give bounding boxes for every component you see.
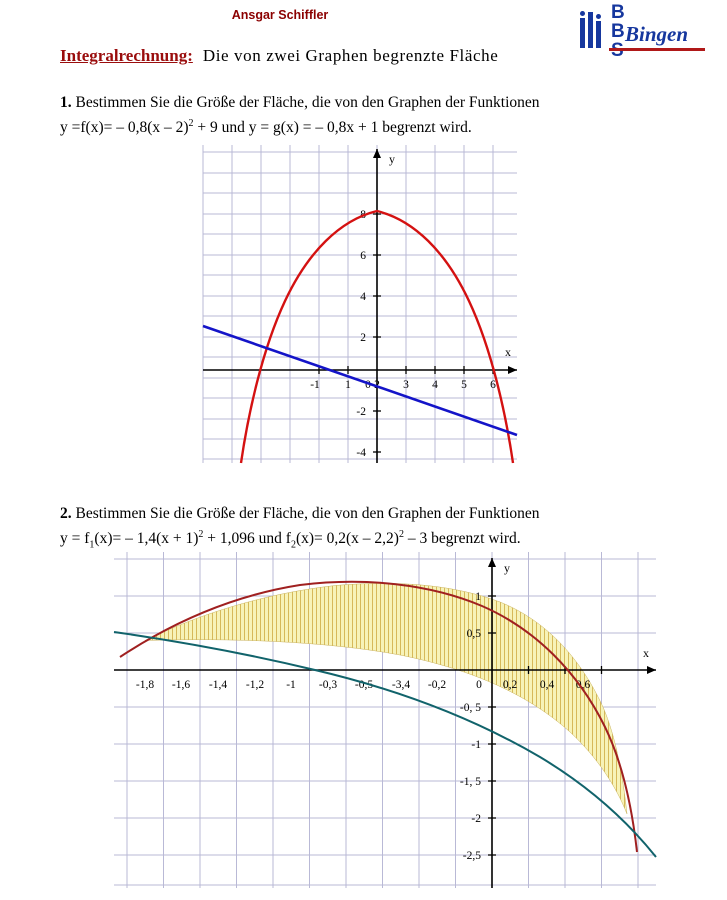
task-1-exponent: 2: [188, 118, 194, 129]
task-1-number: 1.: [60, 94, 72, 111]
graph-2-svg: [100, 552, 670, 892]
svg-text:-1,8: -1,8: [135, 679, 155, 691]
svg-text:6: 6: [360, 250, 366, 262]
graph-1-svg: [200, 145, 530, 470]
svg-text:1: 1: [345, 379, 351, 391]
svg-text:-2: -2: [356, 406, 366, 418]
task-2-line2-e: – 3 begrenzt wird.: [403, 530, 521, 548]
task-2-sub-1: 1: [89, 539, 95, 551]
task-2-line2-a: y = f: [60, 530, 90, 548]
task-2-exp-2: 2: [398, 529, 404, 540]
page-title: [60, 46, 498, 66]
svg-text:-0,5: -0,5: [354, 679, 374, 691]
logo-letters: [611, 3, 625, 60]
svg-text:-1, 5: -1, 5: [459, 776, 481, 788]
svg-text:-1,6: -1,6: [171, 679, 191, 691]
logo-letter-2: B: [611, 21, 625, 42]
task-1-line2-a: y =f(x)= – 0,8(x – 2): [60, 119, 189, 137]
svg-text:5: 5: [461, 379, 467, 391]
page-title-rest: Die von zwei Graphen begrenzte Fläche: [202, 46, 499, 65]
svg-text:-1,2: -1,2: [245, 679, 265, 691]
svg-text:0,6: 0,6: [575, 679, 591, 691]
task-2-line2-b: (x)= – 1,4(x + 1): [94, 530, 199, 548]
svg-text:6: 6: [490, 379, 496, 391]
logo-letter-1: B: [611, 2, 625, 23]
svg-text:0,2: 0,2: [502, 679, 518, 691]
svg-text:x: x: [505, 345, 511, 359]
task-2-line2-c: + 1,096 und f: [203, 530, 291, 548]
svg-text:-1: -1: [286, 679, 296, 691]
task-2: [60, 503, 700, 555]
task-1: [60, 92, 700, 138]
bbs-bingen-logo: [577, 4, 709, 66]
svg-text:x: x: [643, 646, 649, 660]
svg-text:-1: -1: [310, 379, 320, 391]
svg-text:4: 4: [360, 291, 366, 303]
svg-text:1: 1: [475, 591, 481, 603]
svg-text:2: 2: [360, 332, 366, 344]
svg-text:8: 8: [360, 209, 366, 221]
svg-text:-0,3: -0,3: [318, 679, 338, 691]
task-2-sub-2: 2: [290, 539, 296, 551]
svg-text:4: 4: [432, 379, 438, 391]
task-2-exp-1: 2: [198, 529, 204, 540]
task-2-line1: Bestimmen Sie die Größe der Fläche, die von den Graphen der Funktionen: [75, 505, 540, 522]
graph-2-area-path: [145, 583, 627, 814]
svg-text:3: 3: [403, 379, 409, 391]
svg-text:-0,2: -0,2: [427, 679, 447, 691]
svg-text:-1,4: -1,4: [208, 679, 228, 691]
svg-text:-3,4: -3,4: [391, 679, 411, 691]
logo-bars-icon: [579, 10, 607, 48]
graph-1: [200, 145, 530, 470]
task-1-line2-b: + 9 und y = g(x) = – 0,8x + 1 begrenzt wird.: [193, 119, 472, 137]
svg-text:y: y: [504, 561, 510, 575]
graph-2: [100, 552, 670, 892]
svg-text:0: 0: [365, 379, 371, 391]
author-name: Ansgar Schiffler: [231, 8, 329, 22]
logo-wordmark: Bingen: [625, 22, 689, 46]
task-2-line2-d: (x)= 0,2(x – 2,2): [295, 530, 399, 548]
svg-text:0,4: 0,4: [539, 679, 555, 691]
svg-text:-4: -4: [356, 447, 366, 459]
svg-text:-0, 5: -0, 5: [459, 702, 481, 714]
svg-text:2: 2: [374, 379, 380, 391]
svg-text:-2,5: -2,5: [462, 850, 481, 862]
svg-text:y: y: [389, 152, 395, 166]
svg-text:0: 0: [476, 679, 482, 691]
svg-text:-2: -2: [471, 813, 481, 825]
graph-2-shaded-area: [145, 569, 627, 853]
task-2-number: 2.: [60, 505, 72, 522]
page-title-accent: Integralrechnung:: [60, 46, 193, 65]
svg-text:0,5: 0,5: [466, 628, 481, 640]
task-1-line1: Bestimmen Sie die Größe der Fläche, die von den Graphen der Funktionen: [75, 94, 540, 111]
svg-text:-1: -1: [471, 739, 481, 751]
logo-underline: [609, 48, 705, 51]
